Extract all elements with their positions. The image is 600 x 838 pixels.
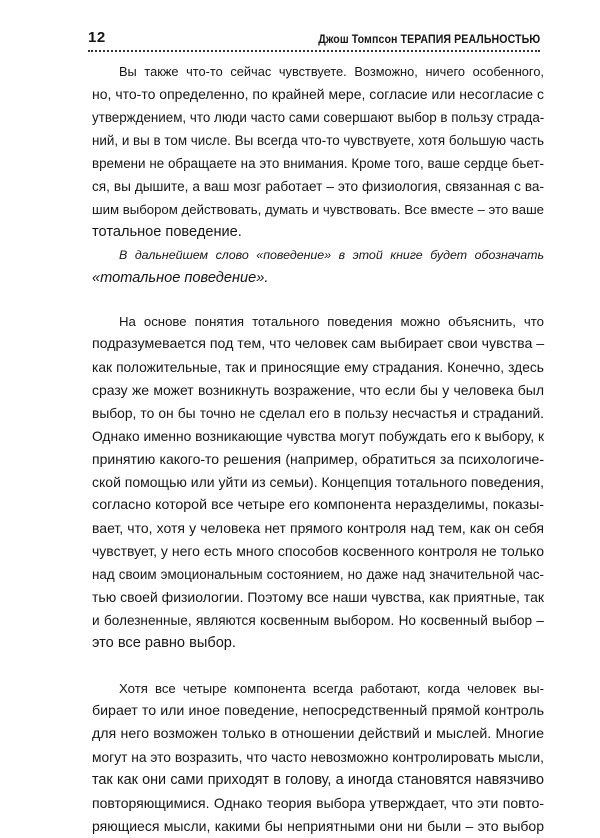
text-line: выбор, то он бы точно не сделал его в пользу несчастья и страданий. [92,406,544,421]
paragraph-4 [92,677,544,838]
text-line: чувствует, у него есть много способов косвенного контроля не только [92,543,544,559]
text-line: могут на это возразить, что часто невозможно контролировать мысли, [92,750,544,765]
paragraph-spacer [92,655,544,677]
text-line: и болезненные, являются косвенным выбором. Но косвенный выбор – [92,613,544,628]
text-line: Хотя все четыре компонента всегда работают, когда человек вы- [119,681,544,696]
page-body [92,60,544,838]
paragraph-2-italic [92,244,544,290]
text-line: ряющиеся мысли, какими бы неприятными они ни были – это выбор [92,818,544,834]
text-line: В дальнейшем слово «поведение» в этой книге будет обозначать [119,248,544,262]
text-line: повторяющимися. Однако теория выбора утверждает, что эти повто- [92,795,544,811]
paragraph-1 [92,60,544,244]
text-line: времени не обращаете на это внимания. Кроме того, ваше сердце бьет- [92,156,544,171]
text-line: тью своей физиологии. Поэтому все наши чувства, как приятные, так [92,589,544,605]
text-line: тотальное поведение. [92,224,242,240]
text-line: но, что-то определенно, по крайней мере, согласие или несогласие с [92,86,544,102]
text-line: Вы также что-то сейчас чувствуете. Возможно, ничего особенного, [119,64,544,79]
text-line: ся, вы дышите, а ваш мозг работает – это физиология, связанная с ва- [92,179,544,194]
text-line: бирает то или иное поведение, непосредственный прямой контроль [92,703,544,719]
page-number: 12 [88,29,106,46]
text-line: принятию какого-то решения (например, обратиться за психологиче- [92,451,544,467]
text-line: над своим эмоциональным состоянием, но даже над значительной час- [92,567,544,582]
text-line: сразу же может возникнуть возражение, что если бы у человека был [92,382,544,398]
text-line: подразумевается под тем, что человек сам выбирает свои чувства – [92,336,545,352]
text-line: ний, и вы в том числе. Вы всегда что-то чувствуете, хотя большую часть [92,133,544,148]
text-line: вает, что, хотя у человека нет прямого контроля над тем, как он себя [92,520,544,536]
running-head: Джош Томпсон ТЕРАПИЯ РЕАЛЬНОСТЬЮ [318,34,540,46]
text-line: согласно которой все четыре его компонента неразделимы, показы- [92,497,544,513]
text-line: для него возможен только в отношении действий и мыслей. Многие [92,726,544,742]
text-line: утверждением, что люди часто сами совершают выбор в пользу страда- [92,110,545,125]
page-header [88,26,540,46]
text-line: ской помощью или уйти из семьи). Концепция тотального поведения, [92,474,545,490]
text-line: как положительные, так и приносящие ему страдания. Конечно, здесь [92,360,544,375]
text-line: Однако именно возникающие чувства могут побуждать его к выбору, к [92,429,544,444]
header-rule [88,50,540,52]
text-line: так как они сами приходят в голову, а иногда становятся навязчиво [92,772,544,788]
text-line: «тотальное поведение». [92,270,269,286]
paragraph-spacer [92,290,544,310]
text-line: это все равно выбор. [92,635,236,651]
text-line: шим выбором действовать, думать и чувствовать. Все вместе – это ваше [92,202,544,217]
text-line: На основе понятия тотального поведения можно объяснить, что [119,314,544,329]
paragraph-3 [92,310,544,655]
